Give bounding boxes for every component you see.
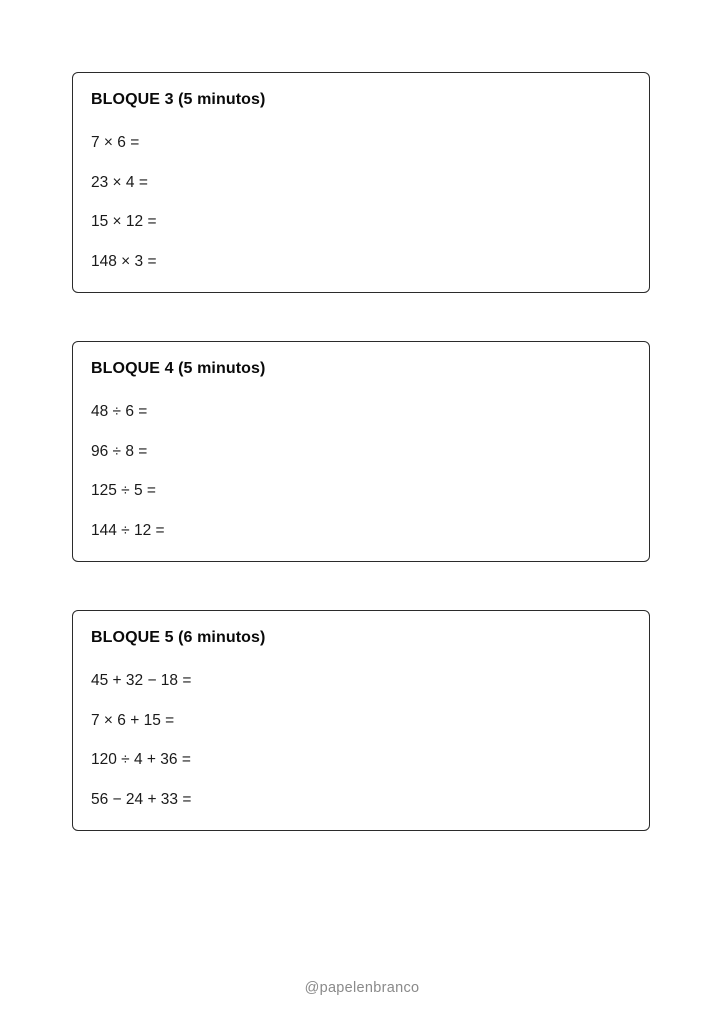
exercise-block-5 (72, 610, 650, 831)
exercise-item: 23 × 4 = (91, 173, 148, 191)
exercise-block-3 (72, 72, 650, 293)
exercise-item: 56 − 24 + 33 = (91, 790, 192, 808)
exercise-list (91, 402, 165, 560)
footer-handle: @papelenbranco (304, 980, 420, 996)
exercise-item: 144 ÷ 12 = (91, 521, 165, 539)
exercise-item: 96 ÷ 8 = (91, 442, 148, 460)
exercise-item: 125 ÷ 5 = (91, 482, 156, 499)
exercise-item: 7 × 6 + 15 = (91, 711, 175, 729)
exercise-item: 48 ÷ 6 = (91, 403, 148, 420)
exercise-list (91, 133, 157, 291)
block-title: BLOQUE 5 (6 minutos) (91, 629, 266, 646)
exercise-list (91, 671, 191, 829)
block-title: BLOQUE 4 (5 minutos) (91, 360, 266, 377)
block-title: BLOQUE 3 (5 minutos) (91, 91, 266, 108)
exercise-item: 148 × 3 = (91, 252, 157, 270)
exercise-item: 120 ÷ 4 + 36 = (91, 751, 191, 768)
exercise-item: 15 × 12 = (91, 213, 157, 230)
exercise-block-4 (72, 341, 650, 562)
exercise-item: 7 × 6 = (91, 134, 140, 151)
exercise-item: 45 + 32 − 18 = (91, 672, 192, 689)
